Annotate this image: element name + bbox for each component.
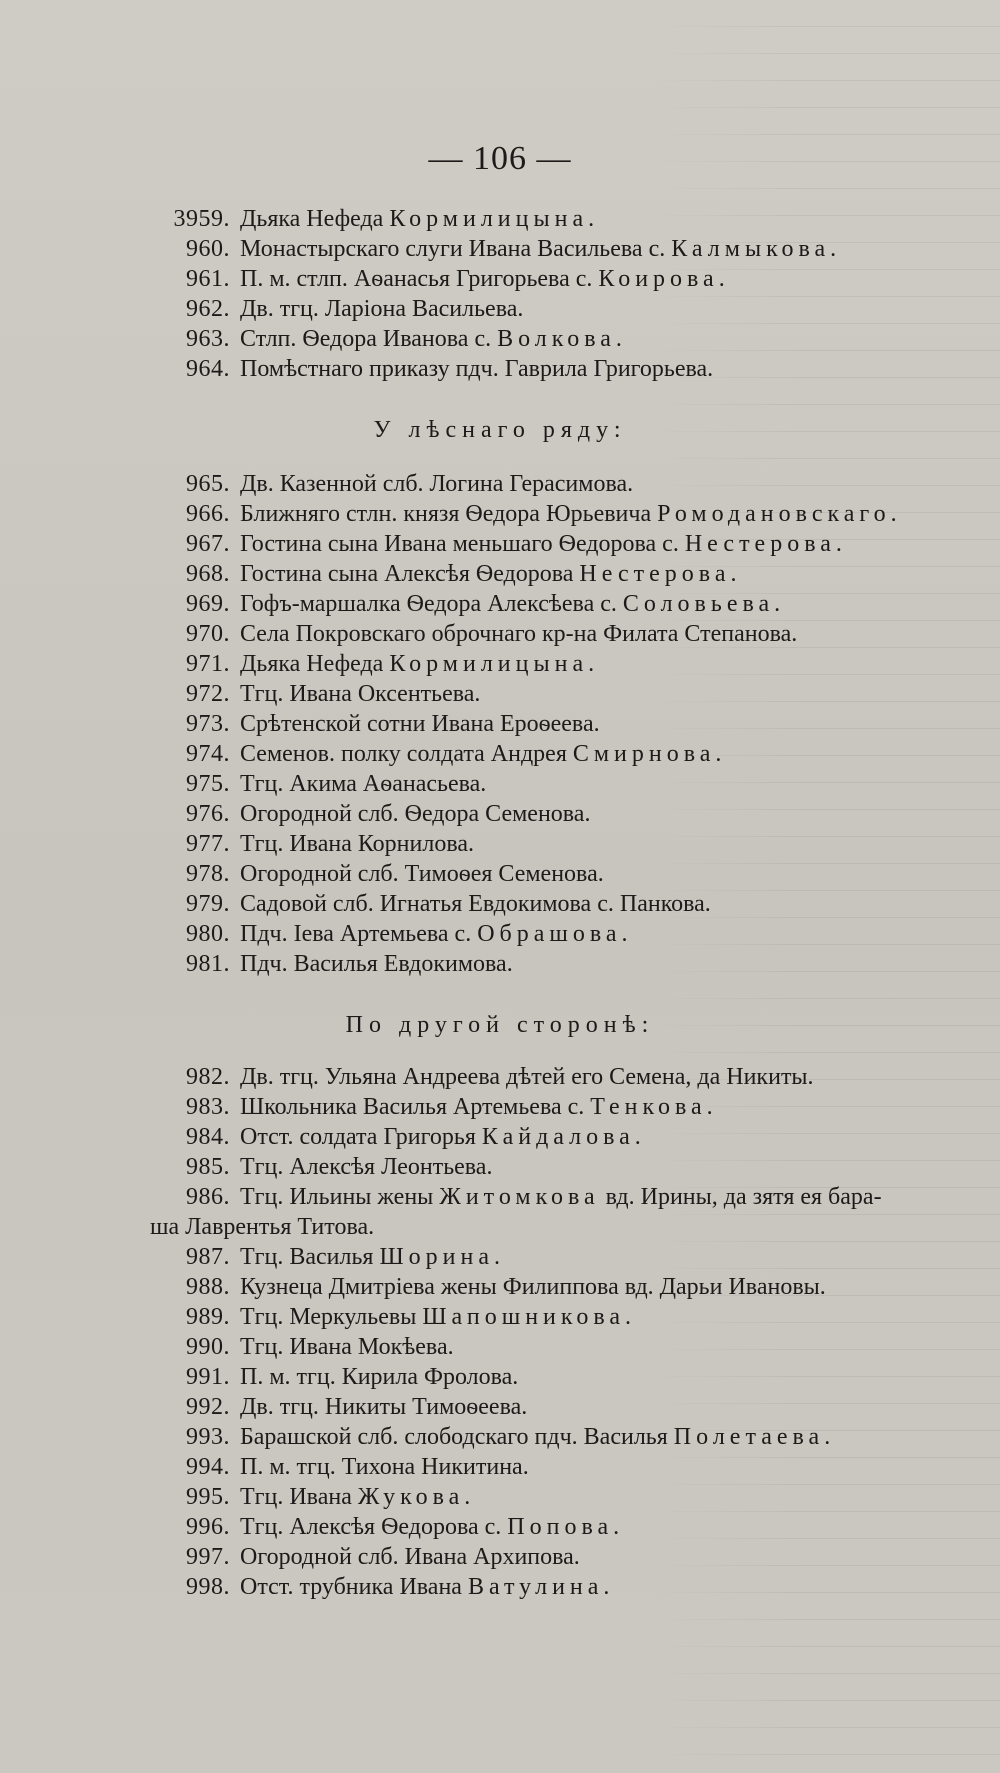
entry-text [240, 1152, 492, 1182]
section-heading-other-side [0, 1003, 1000, 1047]
entry-main-text: Пдч. Василья Евдокимова. [240, 951, 513, 977]
entry-text [240, 499, 902, 529]
entry-text [240, 1572, 614, 1602]
entry-main-text: Тгц. Ильины жены [240, 1184, 440, 1210]
register-entry [0, 1392, 1000, 1422]
register-entry [0, 889, 1000, 919]
register-entry [0, 1482, 1000, 1512]
entry-number: 980. [186, 921, 230, 947]
entry-main-text: Села Покровскаго оброчнаго кр-на Филата Степанова. [240, 621, 798, 647]
entry-number: 984. [186, 1124, 230, 1150]
entry-number: 979. [186, 891, 230, 917]
entry-main-text: Дв. тгц. Ульяна Андреева дѣтей его Семена, да Никиты. [240, 1064, 814, 1090]
entry-text [240, 769, 486, 799]
entry-number: 990. [186, 1334, 230, 1360]
entry-number: 985. [186, 1154, 230, 1180]
entry-text [240, 1122, 646, 1152]
entry-number: 961. [186, 266, 230, 292]
entry-main-text: Школьника Василья Артемьева с. [240, 1094, 591, 1120]
entry-spaced-surname: Нестерова. [579, 561, 742, 587]
entry-spaced-surname: Полетаева. [673, 1424, 836, 1450]
entry-spaced-surname: Тенкова. [590, 1094, 718, 1120]
entry-text [240, 949, 513, 979]
register-entry [0, 829, 1000, 859]
entry-main-text: П. м. тгц. Кирила Фролова. [240, 1364, 519, 1390]
entry-number: 983. [186, 1094, 230, 1120]
entry-spaced-surname: Нестерова. [684, 531, 847, 557]
entry-text [240, 1392, 527, 1422]
entry-spaced-surname: Жукова. [357, 1484, 476, 1510]
entry-number: 965. [186, 471, 230, 497]
entry-number: 982. [186, 1064, 230, 1090]
entry-main-text: Тгц. Василья [240, 1244, 380, 1270]
entry-spaced-surname: Кормилицына. [389, 206, 600, 232]
entry-main-text: Срѣтенской сотни Ивана Ероѳеева. [240, 711, 600, 737]
entry-text [240, 354, 713, 384]
entry-main-text: Дв. тгц. Никиты Тимоѳеева. [240, 1394, 528, 1420]
entry-text [240, 589, 785, 619]
entry-number: 995. [186, 1484, 230, 1510]
register-entry [0, 469, 1000, 499]
entry-text [240, 1242, 505, 1272]
register-entry [0, 709, 1000, 739]
register-entry [0, 949, 1000, 979]
entry-text [240, 1302, 636, 1332]
register-entry [0, 234, 1000, 264]
entry-number: 988. [186, 1274, 230, 1300]
entry-text [240, 1092, 718, 1122]
register-entry [0, 1302, 1000, 1332]
entry-number: 996. [186, 1514, 230, 1540]
register-entry [0, 1152, 1000, 1182]
entry-text [240, 1182, 882, 1212]
entry-number: 963. [186, 326, 230, 352]
entry-text [240, 799, 590, 829]
register-entry [0, 919, 1000, 949]
entry-number: 971. [186, 651, 230, 677]
entry-text [240, 1452, 529, 1482]
entry-spaced-surname: Обрашова. [477, 921, 633, 947]
register-entry [0, 1332, 1000, 1362]
register-entry [0, 204, 1000, 234]
entry-number: 978. [186, 861, 230, 887]
entry-spaced-surname: Кормилицына. [389, 651, 600, 677]
entry-main-text: Ближняго стлн. князя Ѳедора Юрьевича [240, 501, 658, 527]
register-entry [0, 619, 1000, 649]
entries-end [0, 1242, 1000, 1602]
entry-text [240, 649, 599, 679]
entry-number: 989. [186, 1304, 230, 1330]
entry-main-text: Дв. тгц. Ларіона Васильева. [240, 296, 524, 322]
entry-number: 964. [186, 356, 230, 382]
register-entry [0, 859, 1000, 889]
entry-main-text: Дьяка Нефеда [240, 206, 390, 232]
entry-text [240, 204, 599, 234]
entry-main-text: Огородной слб. Ивана Архипова. [240, 1544, 580, 1570]
entry-number: 991. [186, 1364, 230, 1390]
entry-spaced-surname: Шапошникова. [422, 1304, 636, 1330]
register-entry [0, 264, 1000, 294]
register-entry [0, 589, 1000, 619]
entry-number: 962. [186, 296, 230, 322]
entries-top [0, 204, 1000, 384]
entries-other-side [0, 1062, 1000, 1212]
entry-main-text: Гостина сына Ивана меньшаго Ѳедорова с. [240, 531, 685, 557]
entry-spaced-surname: Житомкова [439, 1184, 600, 1210]
entry-number: 975. [186, 771, 230, 797]
entry-text [240, 709, 600, 739]
register-entry [0, 354, 1000, 384]
entry-main-text: Отст. солдата Григорья [240, 1124, 482, 1150]
entry-main-text: Семенов. полку солдата Андрея [240, 741, 573, 767]
register-entry [0, 499, 1000, 529]
entry-spaced-surname: Соловьева. [622, 591, 786, 617]
entries-forest-row [0, 469, 1000, 979]
register-entry [0, 739, 1000, 769]
register-entry [0, 294, 1000, 324]
heading-text: У лѣснаго ряду: [373, 417, 627, 443]
entry-number: 994. [186, 1454, 230, 1480]
register-entry [0, 324, 1000, 354]
entry-text [240, 919, 633, 949]
entry-main-text: Помѣстнаго приказу пдч. Гаврила Григорьева. [240, 356, 714, 382]
entry-text [240, 829, 474, 859]
register-entry [0, 1422, 1000, 1452]
register-entry [0, 1122, 1000, 1152]
entry-main-text: Тгц. Ивана [240, 1484, 358, 1510]
register-entry [0, 1572, 1000, 1602]
entry-text [240, 679, 480, 709]
entry-number: 993. [186, 1424, 230, 1450]
register-entry [0, 1272, 1000, 1302]
entry-986-continuation [0, 1212, 1000, 1242]
entry-text [240, 1272, 826, 1302]
entry-main-text: Тгц. Ивана Оксентьева. [240, 681, 481, 707]
register-entry [0, 1242, 1000, 1272]
entry-text [240, 859, 604, 889]
entry-number: 3959. [173, 206, 230, 232]
entry-number: 967. [186, 531, 230, 557]
entry-main-text: Пдч. Іева Артемьева с. [240, 921, 478, 947]
entry-number: 987. [186, 1244, 230, 1270]
register-entry [0, 679, 1000, 709]
entry-number: 998. [186, 1574, 230, 1600]
entry-text [240, 559, 741, 589]
entry-text [240, 1422, 835, 1452]
entry-main-text: Барашской слб. слободскаго пдч. Василья [240, 1424, 674, 1450]
register-entry [0, 1182, 1000, 1212]
entry-main-text: Садовой слб. Игнатья Евдокимова с. Панкова. [240, 891, 711, 917]
register-entry [0, 1092, 1000, 1122]
entry-number: 986. [186, 1184, 230, 1210]
section-heading-forest-row [0, 408, 1000, 452]
continuation-line: ша Лаврентья Титова. [150, 1214, 375, 1240]
entry-number: 960. [186, 236, 230, 262]
entry-spaced-surname: Ватулина. [467, 1574, 615, 1600]
entry-number: 981. [186, 951, 230, 977]
entry-main-text: Тгц. Ивана Мокѣева. [240, 1334, 454, 1360]
entry-number: 969. [186, 591, 230, 617]
entry-main-text: Тгц. Акима Аѳанасьева. [240, 771, 487, 797]
entry-text [240, 1362, 518, 1392]
heading-text: По другой сторонѣ: [345, 1012, 655, 1038]
register-entry [0, 1362, 1000, 1392]
entry-main-text: Тгц. Алексѣя Ѳедорова с. [240, 1514, 508, 1540]
entry-number: 997. [186, 1544, 230, 1570]
page-number: — 106 — [428, 140, 572, 177]
entry-main-text: Дв. Казенной слб. Логина Герасимова. [240, 471, 634, 497]
register-entry [0, 529, 1000, 559]
register-entry [0, 1542, 1000, 1572]
entry-number: 972. [186, 681, 230, 707]
entry-tail-text: вд. Ирины, да зятя ея бара- [599, 1184, 882, 1210]
entry-number: 976. [186, 801, 230, 827]
entry-text [240, 1332, 454, 1362]
entry-text [240, 1482, 475, 1512]
entry-spaced-surname: Волкова. [497, 326, 627, 352]
entry-main-text: Стлп. Ѳедора Иванова с. [240, 326, 498, 352]
entry-spaced-surname: Шорина. [379, 1244, 506, 1270]
entry-text [240, 1512, 624, 1542]
entry-main-text: Гофъ-маршалка Ѳедора Алексѣева с. [240, 591, 623, 617]
entry-text [240, 264, 730, 294]
register-entry [0, 559, 1000, 589]
entry-number: 977. [186, 831, 230, 857]
entry-main-text: Тгц. Ивана Корнилова. [240, 831, 474, 857]
entry-text [240, 739, 726, 769]
entry-main-text: П. м. тгц. Тихона Никитина. [240, 1454, 529, 1480]
entry-main-text: Кузнеца Дмитріева жены Филиппова вд. Дарьи Ивановы. [240, 1274, 826, 1300]
entry-spaced-surname: Кайдалова. [481, 1124, 646, 1150]
entry-text [240, 324, 627, 354]
entry-number: 970. [186, 621, 230, 647]
entry-number: 974. [186, 741, 230, 767]
entry-main-text: Гостина сына Алексѣя Ѳедорова [240, 561, 580, 587]
entry-main-text: Огородной слб. Ѳедора Семенова. [240, 801, 591, 827]
entry-text [240, 1062, 814, 1092]
entry-main-text: П. м. стлп. Аѳанасья Григорьева с. [240, 266, 599, 292]
entry-number: 968. [186, 561, 230, 587]
entry-spaced-surname: Коирова. [598, 266, 730, 292]
register-entry [0, 649, 1000, 679]
entry-text [240, 619, 797, 649]
entry-text [240, 294, 523, 324]
register-entry [0, 799, 1000, 829]
entry-main-text: Тгц. Алексѣя Леонтьева. [240, 1154, 493, 1180]
entry-text [240, 1542, 580, 1572]
entry-spaced-surname: Попова. [507, 1514, 625, 1540]
entry-number: 992. [186, 1394, 230, 1420]
entry-text [240, 234, 841, 264]
entry-main-text: Отст. трубника Ивана [240, 1574, 468, 1600]
entry-main-text: Дьяка Нефеда [240, 651, 390, 677]
entry-number: 966. [186, 501, 230, 527]
entry-spaced-surname: Ромодановскаго. [657, 501, 902, 527]
register-entry [0, 1512, 1000, 1542]
entry-text [240, 889, 711, 919]
entry-main-text: Монастырскаго слуги Ивана Васильева с. [240, 236, 672, 262]
entry-main-text: Огородной слб. Тимоѳея Семенова. [240, 861, 604, 887]
entry-spaced-surname: Смирнова. [572, 741, 727, 767]
entry-text [240, 469, 633, 499]
register-entry [0, 1452, 1000, 1482]
entry-number: 973. [186, 711, 230, 737]
entry-main-text: Тгц. Меркульевы [240, 1304, 423, 1330]
register-entry [0, 1062, 1000, 1092]
entry-spaced-surname: Калмыкова. [671, 236, 842, 262]
entry-text [240, 529, 847, 559]
register-entry [0, 769, 1000, 799]
